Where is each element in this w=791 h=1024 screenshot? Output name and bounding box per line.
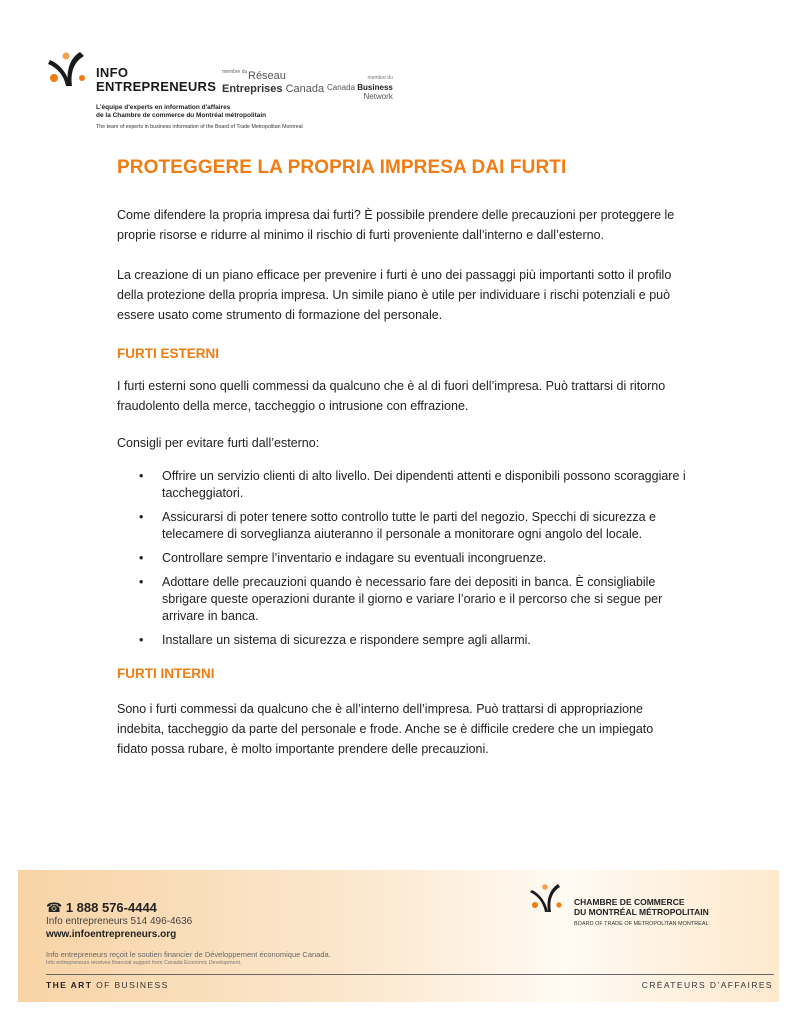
art-of-business-slogan: THE ART OF BUSINESS: [46, 980, 169, 990]
page-title: PROTEGGERE LA PROPRIA IMPRESA DAI FURTI: [117, 157, 567, 178]
header-logos: [44, 44, 404, 136]
list-item: • Offrire un servizio clienti di alto livello. Dei dipendenti attenti e disponibili possono scoraggiare i taccheggiatori.: [139, 469, 686, 500]
info-entrepreneurs-logo-icon: [44, 50, 94, 94]
bullet-icon: •: [139, 510, 144, 524]
support-text-french: Info entrepreneurs reçoit le soutien financier de Développement économique Canada.: [46, 950, 331, 959]
list-item: • Controllare sempre l’inventario e indagare su eventuali incongruenze.: [139, 551, 547, 565]
list-item: • Assicurarsi di poter tenere sotto controllo tutte le parti del negozio. Specchi di sicurezza e telecamere di sorveglianza aiuteranno il personale a monitorare ogni angolo del locale.: [139, 510, 657, 541]
section-heading-external: FURTI ESTERNI: [117, 346, 220, 361]
createurs-slogan: CRÉATEURS D’AFFAIRES: [641, 980, 773, 990]
website-link[interactable]: www.infoentrepreneurs.org: [46, 929, 177, 940]
reseau-entreprises-logo: membre du Réseau Entreprises Canada: [222, 69, 325, 95]
support-text-english: Info entrepreneurs receives financial support from Canada Economic Development.: [46, 960, 242, 966]
info-phone-line: Info entrepreneurs 514 496-4636: [46, 916, 193, 927]
internal-paragraph: Sono i furti commessi da qualcuno che è all’interno dell’impresa. Può trattarsi di appropriazione indebita, taccheggio da parte del personale e frode. Anche se è difficile credere che un impiegato fidato possa rubare, è molto importante prendere delle precauzioni.: [117, 702, 654, 756]
tagline-french: L'équipe d'experts en information d'affaires de la Chambre de commerce du Montréal métropolitain: [96, 104, 267, 119]
intro-paragraph-1: Come difendere la propria impresa dai furti? È possibile prendere delle precauzioni per proteggere le proprie risorse e ridurre al minimo il rischio di furti proveniente dall’interno e dall’esterno.: [117, 208, 675, 242]
list-item: • Installare un sistema di sicurezza e rispondere sempre agli allarmi.: [139, 633, 531, 647]
footer-banner: [18, 870, 779, 1002]
bullet-icon: •: [139, 551, 144, 565]
chamber-name: CHAMBRE DE COMMERCE DU MONTRÉAL MÉTROPOLITAIN: [574, 897, 709, 917]
phone-number: ☎ 1 888 576-4444: [46, 900, 157, 915]
external-paragraph: I furti esterni sono quelli commessi da qualcuno che è al di fuori dell’impresa. Può trattarsi di ritorno fraudolento della merce, taccheggio o intrusione con effrazione.: [117, 379, 666, 413]
board-of-trade-name: BOARD OF TRADE OF METROPOLITAN MONTREAL: [574, 921, 709, 927]
list-item: • Adottare delle precauzioni quando è necessario fare dei depositi in banca. È consigliabile sbrigare queste operazioni durante il giorno e variare l’orario e il percorso che si segue per arrivare in banca.: [139, 575, 663, 623]
brand-name: INFO ENTREPRENEURS: [96, 65, 217, 94]
tips-intro: Consigli per evitare furti dall’esterno:: [117, 436, 320, 450]
bullet-icon: •: [139, 575, 144, 589]
bullet-icon: •: [139, 633, 144, 647]
section-heading-internal: FURTI INTERNI: [117, 666, 215, 681]
intro-paragraph-2: La creazione di un piano efficace per prevenire i furti è uno dei passaggi più importanti sotto il profilo della protezione della propria impresa. Un simile piano è utile per individuare i rischi potenziali e può essere usato come strumento di formazione del personale.: [117, 268, 672, 322]
phone-icon: ☎: [46, 900, 63, 915]
tips-list: [117, 468, 687, 649]
bullet-icon: •: [139, 469, 144, 483]
document-body: [117, 156, 687, 759]
tagline-english: The team of experts in business information of the Board of Trade Metropolitan Montreal: [96, 124, 303, 130]
chamber-of-commerce-logo-icon: [528, 882, 568, 920]
canada-business-network-logo: membre du Canada Business Network: [327, 75, 393, 101]
footer-divider: [46, 974, 774, 975]
